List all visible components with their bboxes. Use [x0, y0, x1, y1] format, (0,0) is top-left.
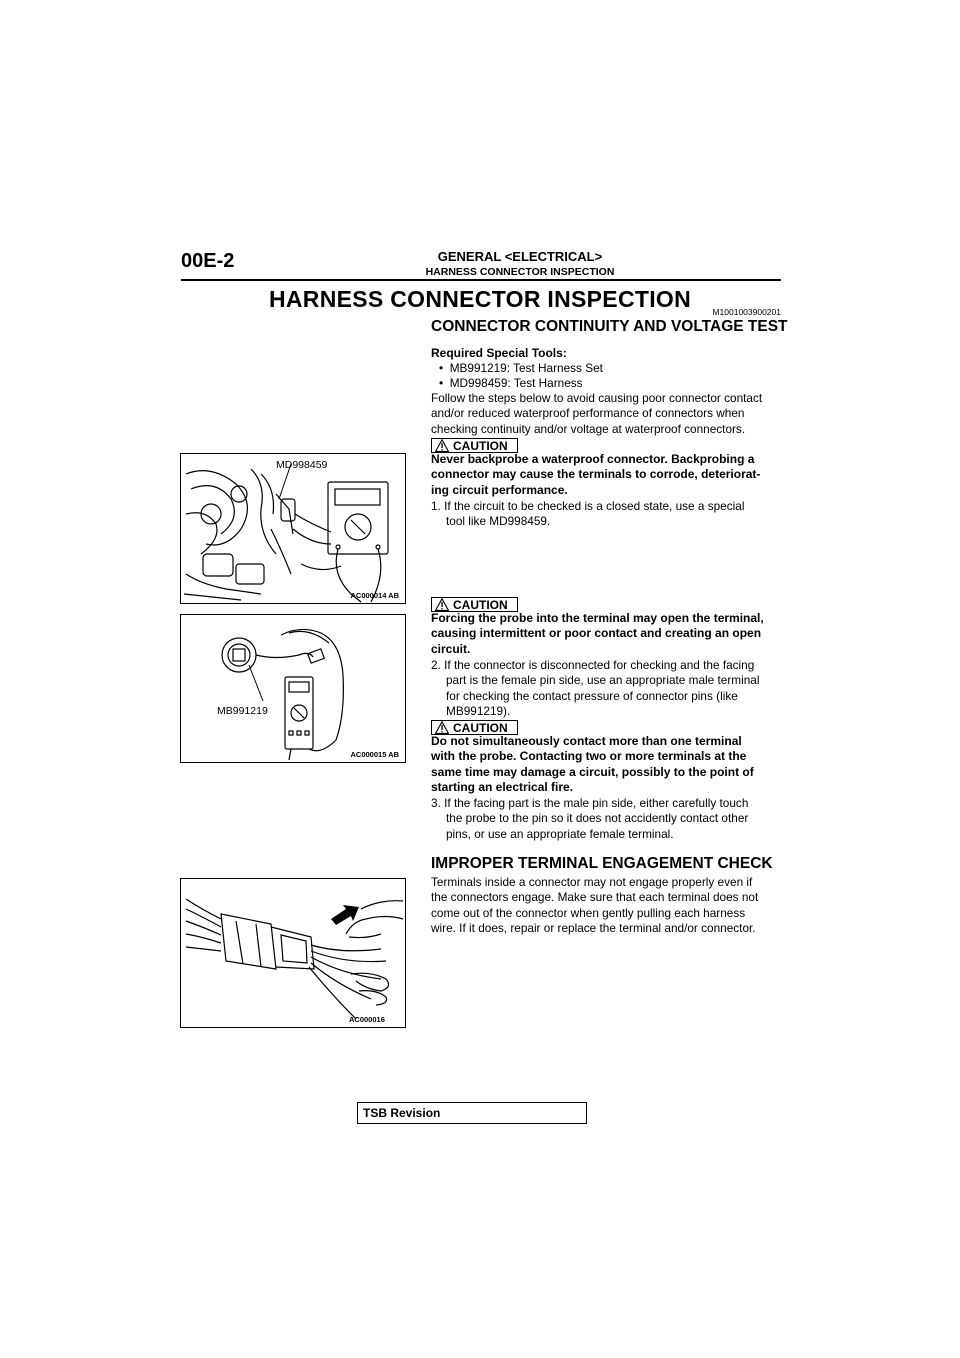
- caution-label: CAUTION: [453, 439, 508, 453]
- warning-icon: [435, 598, 449, 611]
- warning-icon: [435, 439, 449, 452]
- tools-label: Required Special Tools:: [431, 346, 567, 360]
- subsection-title: HARNESS CONNECTOR INSPECTION: [425, 266, 615, 278]
- caution-text-1: Never backprobe a waterproof connector. Backprobing a connector may cause the terminals to corrode, deteriorat- ing circuit performance.: [431, 452, 761, 497]
- figure-id: AC000016: [349, 1015, 385, 1024]
- caution-text-2: Forcing the probe into the terminal may open the terminal, causing intermittent or poor contact and creating an open circuit.: [431, 611, 764, 656]
- figure-test-harness-set-mb991219: [180, 614, 406, 763]
- engine-harness-illustration: [181, 454, 405, 603]
- callout-md998459: MD998459: [276, 459, 328, 471]
- engagement-paragraph: Terminals inside a connector may not engage properly even if the connectors engage. Make sure that each terminal does not come out of the connector when gently pulling each harness wire. If it does, repair or replace the terminal and/or connector.: [431, 875, 759, 935]
- page-title: HARNESS CONNECTOR INSPECTION: [268, 286, 692, 312]
- caution-label: CAUTION: [453, 721, 508, 735]
- continuity-heading: CONNECTOR CONTINUITY AND VOLTAGE TEST: [431, 318, 788, 335]
- caution-badge: [431, 597, 518, 612]
- page-number: 00E-2: [181, 250, 235, 272]
- tool-item: • MB991219: Test Harness Set: [439, 361, 603, 375]
- section-title: GENERAL <ELECTRICAL>: [437, 249, 603, 264]
- figure-id: AC000014 AB: [350, 591, 399, 600]
- connector-pull-illustration: [181, 879, 405, 1027]
- engagement-heading: IMPROPER TERMINAL ENGAGEMENT CHECK: [431, 855, 773, 872]
- step-1: 1. If the circuit to be checked is a closed state, use a special tool like MD998459.: [431, 499, 745, 529]
- step-2: 2. If the connector is disconnected for checking and the facing part is the female pin side, use an appropriate male terminal for checking the contact pressure of connector pins (like MB991219).: [431, 658, 760, 718]
- figure-test-harness-md998459: [180, 453, 406, 604]
- caution-badge: [431, 438, 518, 453]
- caution-text-3: Do not simultaneously contact more than one terminal with the probe. Contacting two or more terminals at the same time may damage a circuit, possibly to the point of starting an electrical fire.: [431, 734, 754, 794]
- intro-paragraph: Follow the steps below to avoid causing poor connector contact and/or reduced waterproof performance of connectors when checking continuity and/or voltage at waterproof connectors.: [431, 391, 763, 436]
- callout-mb991219: MB991219: [217, 705, 268, 717]
- tsb-revision-box: [357, 1102, 587, 1124]
- tsb-revision-label: TSB Revision: [363, 1106, 441, 1120]
- caution-label: CAUTION: [453, 598, 508, 612]
- connector-multimeter-illustration: [181, 615, 405, 762]
- figure-id: AC000015 AB: [350, 750, 399, 759]
- warning-icon: [435, 721, 449, 734]
- step-3: 3. If the facing part is the male pin side, either carefully touch the probe to the pin so it does not accidently contact other pins, or use an appropriate female terminal.: [431, 796, 749, 841]
- header-rule: [181, 279, 781, 281]
- document-code: M1001003900201: [712, 307, 781, 317]
- figure-terminal-engagement: [180, 878, 406, 1028]
- tool-item: • MD998459: Test Harness: [439, 376, 583, 390]
- caution-badge: [431, 720, 518, 735]
